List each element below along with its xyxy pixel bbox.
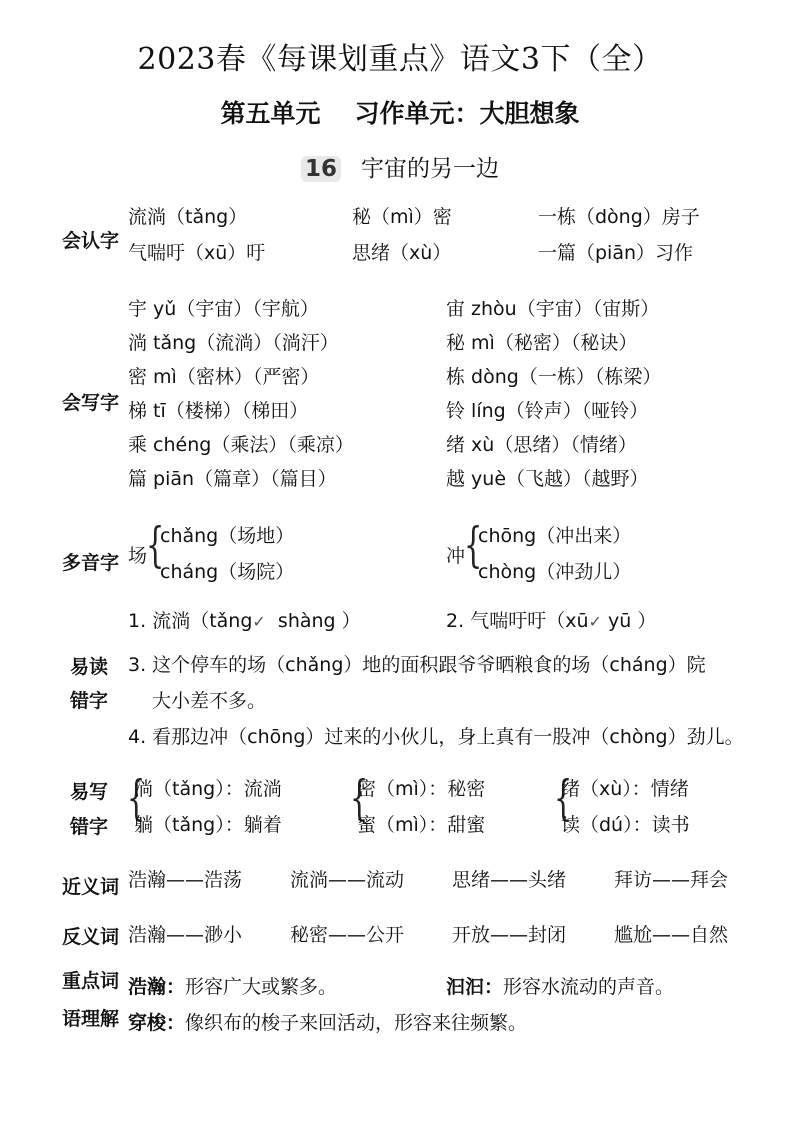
antonym-pair: 开放——封闭: [452, 924, 567, 946]
write-item: 密 mì（密林）（严密）: [128, 366, 320, 388]
keyword-term: 浩瀚：: [128, 976, 186, 998]
antonym-pair: 秘密——公开: [290, 924, 405, 946]
write-item: 宙 zhòu（宇宙）（宙斯）: [446, 298, 660, 320]
check-mark-icon: ✓: [252, 612, 266, 631]
polyphone-label: 多音字: [62, 552, 120, 574]
recognize-word: 一栋（dòng）房子: [538, 206, 700, 228]
antonyms-label: 反义词: [62, 926, 120, 948]
misread-item-4: 4. 看那边冲（chōng）过来的小伙儿，身上真有一股冲（chòng）劲儿。: [128, 726, 744, 748]
keyword-entry: [128, 1008, 527, 1035]
keyword-entry: [128, 972, 337, 999]
recognize-word: 气喘吁（xū）吁: [128, 242, 266, 264]
miswrite-item: 淌（tǎng）：流淌: [134, 778, 282, 800]
brace-icon: {: [146, 517, 165, 573]
unit-title: [0, 94, 800, 130]
miswrite-item: 躺（tǎng）：躺着: [134, 814, 282, 836]
recognize-word: 思绪（xù）: [352, 242, 452, 264]
polyphone-char: 场: [128, 545, 148, 567]
synonym-pair: 拜访——拜会: [614, 869, 729, 891]
lesson-title: 宇宙的另一边: [361, 156, 499, 182]
antonym-pair: 尴尬——自然: [614, 924, 729, 946]
misread-item-1: 1. 流淌（tǎng✓ shàng ）: [128, 610, 361, 632]
recognize-word: 秘（mì）密: [352, 206, 452, 228]
brace-icon: {: [350, 770, 369, 826]
recognize-word: 流淌（tǎng）: [128, 206, 248, 228]
lesson-heading: [0, 150, 800, 183]
brace-icon: {: [127, 770, 146, 826]
synonym-pair: 浩瀚——浩荡: [128, 869, 243, 891]
polyphone-reading: chòng（冲劲儿）: [478, 561, 632, 583]
antonym-pair: 浩瀚——渺小: [128, 924, 243, 946]
miswrite-label: 易写: [70, 781, 109, 803]
write-item: 宇 yǔ（宇宙）（宇航）: [128, 298, 319, 320]
keyword-term: 穿梭：: [128, 1012, 186, 1034]
unit-name: 第五单元: [220, 99, 321, 128]
keyword-definition: 形容广大或繁多。: [185, 976, 338, 998]
brace-icon: {: [464, 517, 483, 573]
recognize-word: 一篇（piān）习作: [538, 242, 694, 264]
polyphone-reading: chōng（冲出来）: [478, 525, 632, 547]
keywords-label: 语理解: [62, 1008, 120, 1030]
brace-icon: {: [554, 770, 573, 826]
synonym-pair: 思绪——头绪: [452, 869, 567, 891]
miswrite-item: 绪（xù）：情绪: [561, 778, 689, 800]
misread-item-2: 2. 气喘吁吁（xū✓ yū ）: [446, 610, 657, 632]
miswrite-label: 错字: [70, 816, 109, 838]
write-label: 会写字: [62, 392, 120, 414]
write-item: 铃 líng（铃声）（哑铃）: [446, 400, 649, 422]
miswrite-item: 密（mì）：秘密: [357, 778, 486, 800]
write-item: 乘 chéng（乘法）（乘凉）: [128, 434, 354, 456]
write-item: 秘 mì（秘密）（秘诀）: [446, 332, 638, 354]
write-item: 篇 piān（篇章）（篇目）: [128, 468, 337, 490]
polyphone-char: 冲: [446, 545, 466, 567]
miswrite-item: 读（dú）：读书: [561, 814, 690, 836]
synonyms-label: 近义词: [62, 876, 120, 898]
keyword-definition: 像织布的梭子来回活动，形容来往频繁。: [185, 1012, 528, 1034]
misread-item-3: 3. 这个停车的场（chǎng）地的面积跟爷爷晒粮食的场（cháng）院: [128, 654, 706, 676]
check-mark-icon: ✓: [588, 612, 602, 631]
document-title: 2023春《每课划重点》语文3下（全）: [137, 42, 663, 77]
misread-item-3-cont: 大小差不多。: [152, 690, 267, 712]
polyphone-reading: cháng（场院）: [160, 561, 295, 583]
write-item: 栋 dòng（一栋）（栋梁）: [446, 366, 662, 388]
write-item: 梯 tī（楼梯）（梯田）: [128, 400, 309, 422]
misread-label: 易读: [70, 656, 109, 678]
keyword-term: 汩汩：: [446, 976, 504, 998]
polyphone-reading: chǎng（场地）: [160, 525, 295, 547]
unit-topic: 习作单元：大胆想象: [354, 99, 580, 128]
recognize-label: 会认字: [62, 230, 120, 252]
synonym-pair: 流淌——流动: [290, 869, 405, 891]
miswrite-item: 蜜（mì）：甜蜜: [357, 814, 486, 836]
keyword-definition: 形容水流动的声音。: [503, 976, 675, 998]
write-item: 越 yuè（飞越）（越野）: [446, 468, 649, 490]
keyword-entry: [446, 972, 674, 999]
write-item: 淌 tǎng（流淌）（淌汗）: [128, 332, 339, 354]
keywords-label: 重点词: [62, 970, 120, 992]
write-item: 绪 xù（思绪）（情绪）: [446, 434, 637, 456]
lesson-number: 16: [301, 156, 341, 182]
misread-label: 错字: [70, 690, 109, 712]
